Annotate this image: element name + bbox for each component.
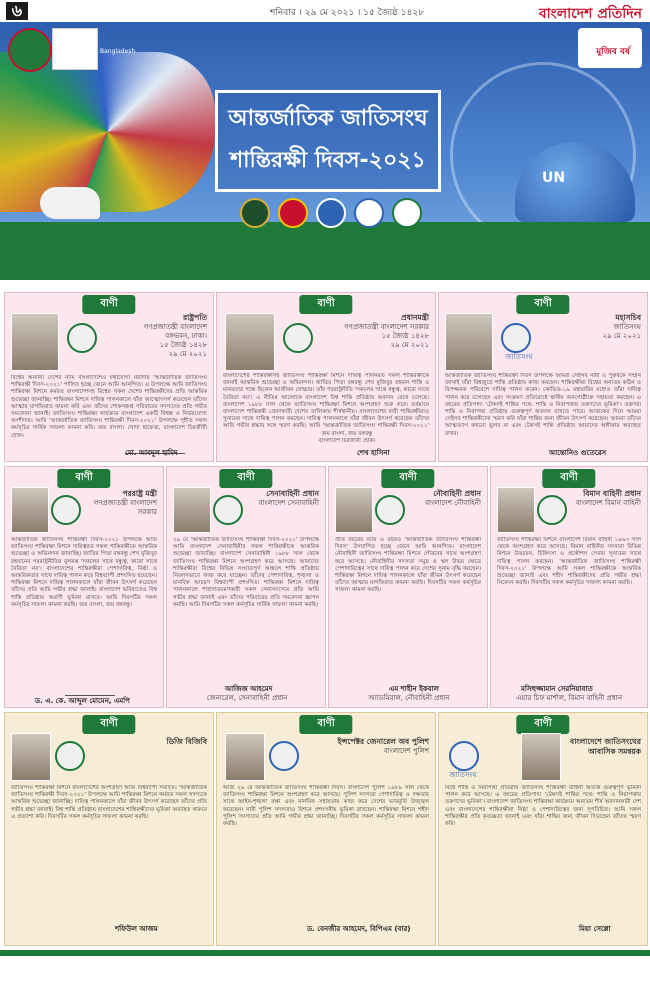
banner-title-line2: শান্তিরক্ষী দিবস-২০২১ [230, 148, 426, 173]
bgb-dg-photo [11, 733, 51, 781]
foreign-minister-message [4, 466, 164, 708]
section-label: বাণী [299, 715, 352, 734]
foreign-minister-subtitle: গণপ্রজাতন্ত্রী বাংলাদেশ সরকার [93, 499, 157, 516]
president-subtitle: গণপ্রজাতন্ত্রী বাংলাদেশ [143, 323, 207, 331]
section-label: বাণী [516, 295, 569, 314]
airforce-chief-title: বিমান বাহিনী প্রধান [583, 489, 641, 498]
pm-seal-icon [283, 323, 313, 353]
pm-title: প্রধানমন্ত্রী [401, 313, 429, 322]
un-sg-role [539, 313, 641, 341]
flags-ribbon-icon [0, 52, 215, 212]
president-date2: ২৯ মে ২০২১ [168, 350, 207, 358]
date-line: শনিবার । ২৯ মে ২০২১ । ১৫ জ্যৈষ্ঠ ১৪২৮ [270, 8, 425, 18]
president-body: বিশ্বের অন্যান্য দেশের ন্যায় বাংলাদেশেও যথাযোগ্য মর্যাদায় 'আন্তর্জাতিক জাতিসংঘ শান্তিরক্ষী দিবস-২০২১' পালিত হচ্ছে জেনে আমি আনন্দিত। এ উপলক্ষে আমি জাতিসংঘ শান্তিরক্ষা মিশনে কর্মরত বাংলাদেশসহ বিশ্বের সকল দেশের শান্তিরক্ষীদের প্রতি আন্তরিক শুভেচ্ছা জানাচ্ছি। শান্তিরক্ষা মিশনে দায়িত্ব পালনকালে যাঁরা আত্মোৎসর্গ করেছেন তাঁদের আত্মার মাগফিরাত কামনা করি এবং তাঁদের শোকসন্তপ্ত পরিবারের সদস্যদের প্রতি গভীর সমবেদনা জানাই। জাতিসংঘ শান্তিরক্ষা কার্যক্রমে বাংলাদেশ একটি বিশ্বস্ত ও নির্ভরযোগ্য অংশীদার। আমি 'আন্তর্জাতিক জাতিসংঘ শান্তিরক্ষী দিবস-২০২১' উপলক্ষে গৃহীত সকল কর্মসূচির সার্বিক সাফল্য কামনা করি। জয় বাংলা। খোদা হাফেজ, বাংলাদেশ চিরজীবী হোক। [11, 375, 207, 439]
un-sg-date: ২৯ মে ২০২১ [602, 332, 641, 340]
page-number: ৬ [6, 2, 28, 20]
un-rc-role [565, 737, 641, 757]
president-role [105, 313, 207, 359]
un-rc-logo-label: জাতিসংঘ [449, 771, 477, 779]
golden-jubilee-logo-icon [52, 28, 98, 70]
section-label: বাণী [299, 295, 352, 314]
un-logo-icon [501, 323, 531, 353]
mujib-borsho-text: মুজিব বর্ষ [596, 47, 630, 57]
president-photo [11, 313, 59, 371]
army-chief-signer: আজিজ আহমেদ [225, 685, 273, 693]
airforce-chief-signer-role: এয়ার চিফ মার্শাল, বিমান বাহিনী প্রধান [515, 694, 623, 702]
army-chief-title: সেনাবাহিনী প্রধান [266, 489, 319, 498]
navy-seal-icon [375, 495, 405, 525]
green-band [0, 222, 650, 280]
igp-title: ইন্সপেক্টর জেনারেল অব পুলিশ [337, 737, 429, 746]
police-seal-icon [269, 741, 299, 771]
un-rc-message [438, 712, 648, 946]
pm-date2: ২৯ মে ২০২১ [390, 341, 429, 349]
govt-seal-icon [51, 495, 81, 525]
airforce-seal-icon [537, 495, 567, 525]
bgb-dg-body: জাতিসংঘ শান্তিরক্ষা মিশনে বাংলাদেশের অংশগ্রহণ আজ বিশ্বব্যাপী সমাদৃত। 'আন্তর্জাতিক জাতিসংঘ শান্তিরক্ষী দিবস-২০২১' উপলক্ষে আমি শান্তিরক্ষা মিশনে কর্মরত সকল সদস্যকে আন্তরিক শুভেচ্ছা জানাচ্ছি। দায়িত্ব পালনকালে যাঁরা জীবন উৎসর্গ করেছেন তাঁদের প্রতি গভীর শ্রদ্ধা জানাই। বিশ্ব শান্তি প্রতিষ্ঠায় বাংলাদেশের শান্তিরক্ষীদের ভূমিকা অব্যাহত থাকবে এ প্রত্যাশা করি। দিবসটির সকল কর্মসূচির সাফল্য কামনা করছি। [11, 785, 207, 820]
army-chief-photo [173, 487, 211, 533]
igp-signer: ড. বেনজীর আহমেদ, বিপিএম (বার) [307, 925, 411, 933]
president-place: বঙ্গভবন, ঢাকা। [165, 332, 207, 340]
un-sg-photo [445, 313, 493, 371]
navy-emblem-icon [278, 198, 308, 228]
foreign-minister-signer: ড. এ. কে. আব্দুল মোমেন, এমপি [35, 697, 130, 705]
navy-chief-signer-role: অ্যাডমিরাল, নৌবাহিনী প্রধান [368, 694, 450, 702]
section-label: বাণী [381, 469, 434, 488]
bgb-dg-message [4, 712, 214, 946]
army-chief-role [245, 489, 319, 508]
un-sg-subtitle: জাতিসংঘ [613, 323, 641, 331]
pm-body: বাংলাদেশের শান্তিরক্ষীসহ জাতিসংঘ শান্তিরক্ষা মিশনে দায়িত্ব পালনরত সকল শান্তিরক্ষীকে জানাই আন্তরিক শুভেচ্ছা ও অভিনন্দন। জাতির পিতা বঙ্গবন্ধু শেখ মুজিবুর রহমান শান্তি ও মানবতার পক্ষে ছিলেন আজীবন সোচ্চার। তাঁর পররাষ্ট্রনীতি 'সকলের সাথে বন্ধুত্ব, কারো সাথে বৈরিতা নয়'। এ নীতির আলোকে বাংলাদেশ বিশ্ব শান্তি প্রতিষ্ঠায় অবদান রেখে চলেছে। বাংলাদেশ ১৯৮৮ সাল থেকে জাতিসংঘ শান্তিরক্ষা মিশনে অংশগ্রহণ শুরু করে। বর্তমানে বাংলাদেশ শান্তিরক্ষী প্রেরণকারী দেশের তালিকায় শীর্ষস্থানীয়। বাংলাদেশের নারী শান্তিরক্ষীরাও সুনামের সাথে দায়িত্ব পালন করছেন। দায়িত্ব পালনকালে যাঁরা জীবন উৎসর্গ করেছেন তাঁদের আমি গভীর শ্রদ্ধার সঙ্গে স্মরণ করছি। আমি 'আন্তর্জাতিক জাতিসংঘ শান্তিরক্ষী দিবস-২০২১' [223, 373, 429, 429]
un-rc-signer: মিয়া সেপ্পো [579, 925, 611, 933]
un-sg-body: আন্তর্জাতিক জাতিসংঘ শান্তিরক্ষী দিবস উপলক্ষে আমরা সেইসব নারী ও পুরুষকে সম্মান জানাই যাঁরা বিশ্বজুড়ে শান্তি প্রতিষ্ঠায় কাজ করছেন। শান্তিরক্ষীরা বিশ্বের অন্যতম কঠিন ও বিপজ্জনক পরিবেশে দায়িত্ব পালন করেন। কোভিড-১৯ মহামারির মধ্যেও তাঁরা দায়িত্ব পালন করে চলেছেন এবং সংক্রমণ প্রতিরোধে স্থানীয় জনগোষ্ঠীকে সহায়তা করছেন। এ বছরের প্রতিপাদ্য 'টেকসই শান্তির পথে: শান্তি ও নিরাপত্তায় তরুণদের ভূমিকা'। তরুণরা শান্তি ও নিরাপত্তা প্রতিষ্ঠায় গুরুত্বপূর্ণ অবদান রাখতে পারে। আজকের দিনে আমরা সেইসব শান্তিরক্ষীদের স্মরণ করি যাঁরা শান্তির জন্য জীবন উৎসর্গ করেছেন। আমরা তাঁদের আত্মত্যাগ কখনো ভুলব না এবং টেকসই শান্তি প্রতিষ্ঠায় আমাদের অঙ্গীকার অব্যাহত রাখব। [445, 373, 641, 437]
un-rc-photo [521, 733, 561, 781]
page-header [0, 0, 650, 23]
un-helmet-text: UN [542, 170, 566, 186]
un-logo-icon [449, 741, 479, 771]
golden-jubilee-text: Bangladesh [100, 48, 136, 55]
navy-chief-message [328, 466, 488, 708]
un-sg-title: মহাসচিব [615, 313, 641, 322]
pm-role [321, 313, 429, 350]
bgb-dg-role [95, 737, 207, 747]
airforce-chief-photo [497, 487, 535, 533]
banner-title-box [215, 90, 441, 192]
bgb-emblem-icon [392, 198, 422, 228]
airforce-chief-signer: মসিহুজ্জামান সেরনিয়াবাত [521, 685, 593, 693]
igp-role [309, 737, 429, 756]
army-chief-subtitle: বাংলাদেশ সেনাবাহিনী [258, 499, 319, 507]
airforce-chief-message [490, 466, 648, 708]
president-signer: মো. আবদুল হামিদ [125, 449, 178, 457]
president-title: রাষ্ট্রপতি [183, 313, 207, 322]
pm-date1: ১৫ জ্যৈষ্ঠ ১৪২৮ [381, 332, 429, 340]
airforce-chief-body: জাতিসংঘ শান্তিরক্ষা মিশনে বাংলাদেশ বিমান বাহিনী ১৯৯৩ সাল থেকে অংশগ্রহণ করে আসছে। বিমান বাহিনীর সদস্যরা বিভিন্ন মিশনে উড্ডয়ন, চিকিৎসা ও প্রকৌশল সেবায় সুনামের সাথে দায়িত্ব পালন করছেন। 'আন্তর্জাতিক জাতিসংঘ শান্তিরক্ষী দিবস-২০২১' উপলক্ষে আমি সকল শান্তিরক্ষীকে আন্তরিক শুভেচ্ছা জানাই এবং শহীদ শান্তিরক্ষীদের প্রতি গভীর শ্রদ্ধা নিবেদন করছি। দিবসটির সকল কর্মসূচির সাফল্য কামনা করছি। [497, 537, 641, 587]
president-message [4, 292, 214, 462]
police-emblem-icon [354, 198, 384, 228]
army-seal-icon [213, 495, 243, 525]
army-chief-message [166, 466, 326, 708]
navy-chief-signer: এম শাহীন ইকবাল [389, 685, 439, 693]
bgb-dg-signer: শফিউল আজম [115, 925, 158, 933]
bgb-dg-title: ডিজি বিজিবি [166, 737, 207, 746]
navy-chief-subtitle: বাংলাদেশ নৌবাহিনী [425, 499, 481, 507]
presidential-seal-icon [67, 323, 97, 353]
bangladesh-emblem-icon [8, 28, 52, 72]
igp-body: আজ ২৯ মে আন্তর্জাতিক জাতিসংঘ শান্তিরক্ষী দিবস। বাংলাদেশ পুলিশ ১৯৮৯ সাল থেকে জাতিসংঘ শান্তিরক্ষা মিশনে অংশগ্রহণ করে আসছে। পুলিশ সদস্যরা পেশাদারিত্ব ও দক্ষতার সাথে আইন-শৃঙ্খলা রক্ষা এবং মানবিক সহায়তায় কাজ করে দেশের ভাবমূর্তি উজ্জ্বল করেছেন। নারী পুলিশ সদস্যরাও মিশনে প্রশংসনীয় ভূমিকা রাখছেন। শান্তিরক্ষা মিশনে শহীদ পুলিশ সদস্যদের প্রতি আমি গভীর শ্রদ্ধা জানাচ্ছি। দিবসটির সকল কর্মসূচির সাফল্য কামনা করছি। [223, 785, 429, 828]
airforce-emblem-icon [316, 198, 346, 228]
un-sg-logo-label: জাতিসংঘ [505, 353, 533, 361]
army-chief-body: ২৯ মে 'আন্তর্জাতিক জাতিসংঘ শান্তিরক্ষী দিবস-২০২১' উপলক্ষে আমি বাংলাদেশ সেনাবাহিনীর সকল শান্তিরক্ষীকে আন্তরিক শুভেচ্ছা জানাচ্ছি। বাংলাদেশ সেনাবাহিনী ১৯৮৮ সাল থেকে জাতিসংঘ শান্তিরক্ষা মিশনে অংশগ্রহণ করে আসছে। আমাদের শান্তিরক্ষীরা বিশ্বের বিভিন্ন সংঘাতপূর্ণ অঞ্চলে শান্তি প্রতিষ্ঠায় নিরলসভাবে কাজ করে যাচ্ছেন। তাঁদের পেশাদারিত্ব, শৃঙ্খলা ও মানবিক আচরণ বিশ্বব্যাপী প্রশংসিত। শান্তিরক্ষা মিশনে দায়িত্ব পালনকালে শাহাদাতবরণকারী সকল সেনাসদস্যের প্রতি আমি গভীর শ্রদ্ধা জানাই এবং তাঁদের পরিবারের প্রতি সমবেদনা জ্ঞাপন করছি। আমি দিবসটির সকল কর্মসূচির সার্বিক সাফল্য কামনা করছি। [173, 537, 319, 608]
pm-signer: শেখ হাসিনা [357, 449, 390, 457]
navy-chief-photo [335, 487, 373, 533]
igp-message [216, 712, 436, 946]
pm-subtitle: গণপ্রজাতন্ত্রী বাংলাদেশ সরকার [344, 323, 429, 331]
igp-subtitle: বাংলাদেশ পুলিশ [383, 747, 429, 755]
navy-chief-body: প্রতি বছরের ন্যায় এ বছরও 'আন্তর্জাতিক জাতিসংঘ শান্তিরক্ষী দিবস' উদযাপিত হচ্ছে জেনে আমি আনন্দিত। বাংলাদেশ নৌবাহিনী জাতিসংঘ শান্তিরক্ষা মিশনে গৌরবের সাথে অংশগ্রহণ করে আসছে। নৌবাহিনীর সদস্যরা সমুদ্র ও স্থল উভয় ক্ষেত্রে পেশাদারিত্বের সাথে দায়িত্ব পালন করে দেশের সুনাম বৃদ্ধি করছেন। শান্তিরক্ষা মিশনে দায়িত্ব পালনকালে যাঁরা জীবন উৎসর্গ করেছেন তাঁদের আত্মার মাগফিরাত কামনা করছি। দিবসটির সকল কর্মসূচির সাফল্য কামনা করছি। [335, 537, 481, 594]
army-chief-signer-role: জেনারেল, সেনাবাহিনী প্রধান [206, 694, 288, 702]
forces-emblem-row [240, 198, 420, 226]
dove-icon [40, 187, 100, 219]
navy-chief-title: নৌবাহিনী প্রধান [433, 489, 481, 498]
airforce-chief-role [569, 489, 641, 508]
foreign-minister-body: আন্তর্জাতিক জাতিসংঘ শান্তিরক্ষী দিবস-২০২১ উপলক্ষে আমি জাতিসংঘ শান্তিরক্ষা মিশনে দায়িত্বরত সকল শান্তিরক্ষীকে আন্তরিক শুভেচ্ছা ও অভিনন্দন জানাচ্ছি। জাতির পিতা বঙ্গবন্ধু শেখ মুজিবুর রহমানের পররাষ্ট্রনীতির মূলমন্ত্র 'সকলের সাথে বন্ধুত্ব, কারো সাথে বৈরিতা নয়'। বাংলাদেশের শান্তিরক্ষীরা পেশাদারিত্ব, নিষ্ঠা ও আন্তরিকতার সাথে দায়িত্ব পালন করে বিশ্বব্যাপী প্রশংসিত হয়েছেন। শান্তিরক্ষা মিশনে দায়িত্ব পালনকালে যাঁরা জীবন উৎসর্গ করেছেন তাঁদের প্রতি আমি গভীর শ্রদ্ধা জানাই। বাংলাদেশ ভবিষ্যতেও বিশ্ব শান্তি প্রতিষ্ঠায় অগ্রণী ভূমিকা রাখবে। আমি দিবসটির সকল কর্মসূচির সাফল্য কামনা করছি। জয় বাংলা, জয় বঙ্গবন্ধু। [11, 537, 157, 608]
pm-closing: জয় বাংলা, জয় বঙ্গবন্ধু [321, 431, 373, 437]
foreign-minister-role [83, 489, 157, 517]
navy-chief-role [407, 489, 481, 508]
bgb-seal-icon [55, 741, 85, 771]
foreign-minister-photo [11, 487, 49, 533]
banner [0, 22, 650, 280]
section-label: বাণী [219, 469, 272, 488]
section-label: বাণী [57, 469, 110, 488]
un-rc-body: বিশ্বে শান্তি ও নিরাপত্তা প্রতিষ্ঠায় জাতিসংঘ শান্তিরক্ষী বাহিনী অত্যন্ত গুরুত্বপূর্ণ ভূমিকা পালন করে আসছে। এ বছরের প্রতিপাদ্য 'টেকসই শান্তির পথে: শান্তি ও নিরাপত্তায় তরুণদের ভূমিকা'। বাংলাদেশ জাতিসংঘ শান্তিরক্ষা কার্যক্রমে অন্যতম শীর্ষ অবদানকারী দেশ এবং বাংলাদেশের শান্তিরক্ষীরা নিষ্ঠা ও পেশাদারিত্বের জন্য সুপরিচিত। আমি সকল শান্তিরক্ষীর প্রতি কৃতজ্ঞতা জানাই এবং যাঁরা শান্তির জন্য জীবন দিয়েছেন তাঁদের স্মরণ করি। [445, 785, 641, 828]
section-label: বাণী [542, 469, 595, 488]
foreign-minister-title: পররাষ্ট্র মন্ত্রী [122, 489, 157, 498]
bottom-strip [0, 950, 650, 956]
banner-title-line1: আন্তর্জাতিক জাতিসংঘ [228, 106, 428, 131]
section-label: বাণী [82, 295, 135, 314]
un-sg-signer: আন্তোনিও গুতেরেস [549, 449, 607, 457]
president-date1: ১৫ জ্যৈষ্ঠ ১৪২৮ [159, 341, 207, 349]
masthead-logo: বাংলাদেশ প্রতিদিন [538, 6, 642, 22]
un-sg-message [438, 292, 648, 462]
section-label: বাণী [516, 715, 569, 734]
pm-message [216, 292, 436, 462]
pm-closing2: বাংলাদেশ চিরজীবী হোক। [318, 438, 376, 444]
igp-photo [225, 733, 265, 781]
pm-photo [225, 313, 275, 371]
section-label: বাণী [82, 715, 135, 734]
airforce-chief-subtitle: বাংলাদেশ বিমান বাহিনী [575, 499, 641, 507]
un-rc-title: বাংলাদেশে জাতিসংঘের আবাসিক সমন্বয়ক [570, 737, 641, 756]
army-emblem-icon [240, 198, 270, 228]
